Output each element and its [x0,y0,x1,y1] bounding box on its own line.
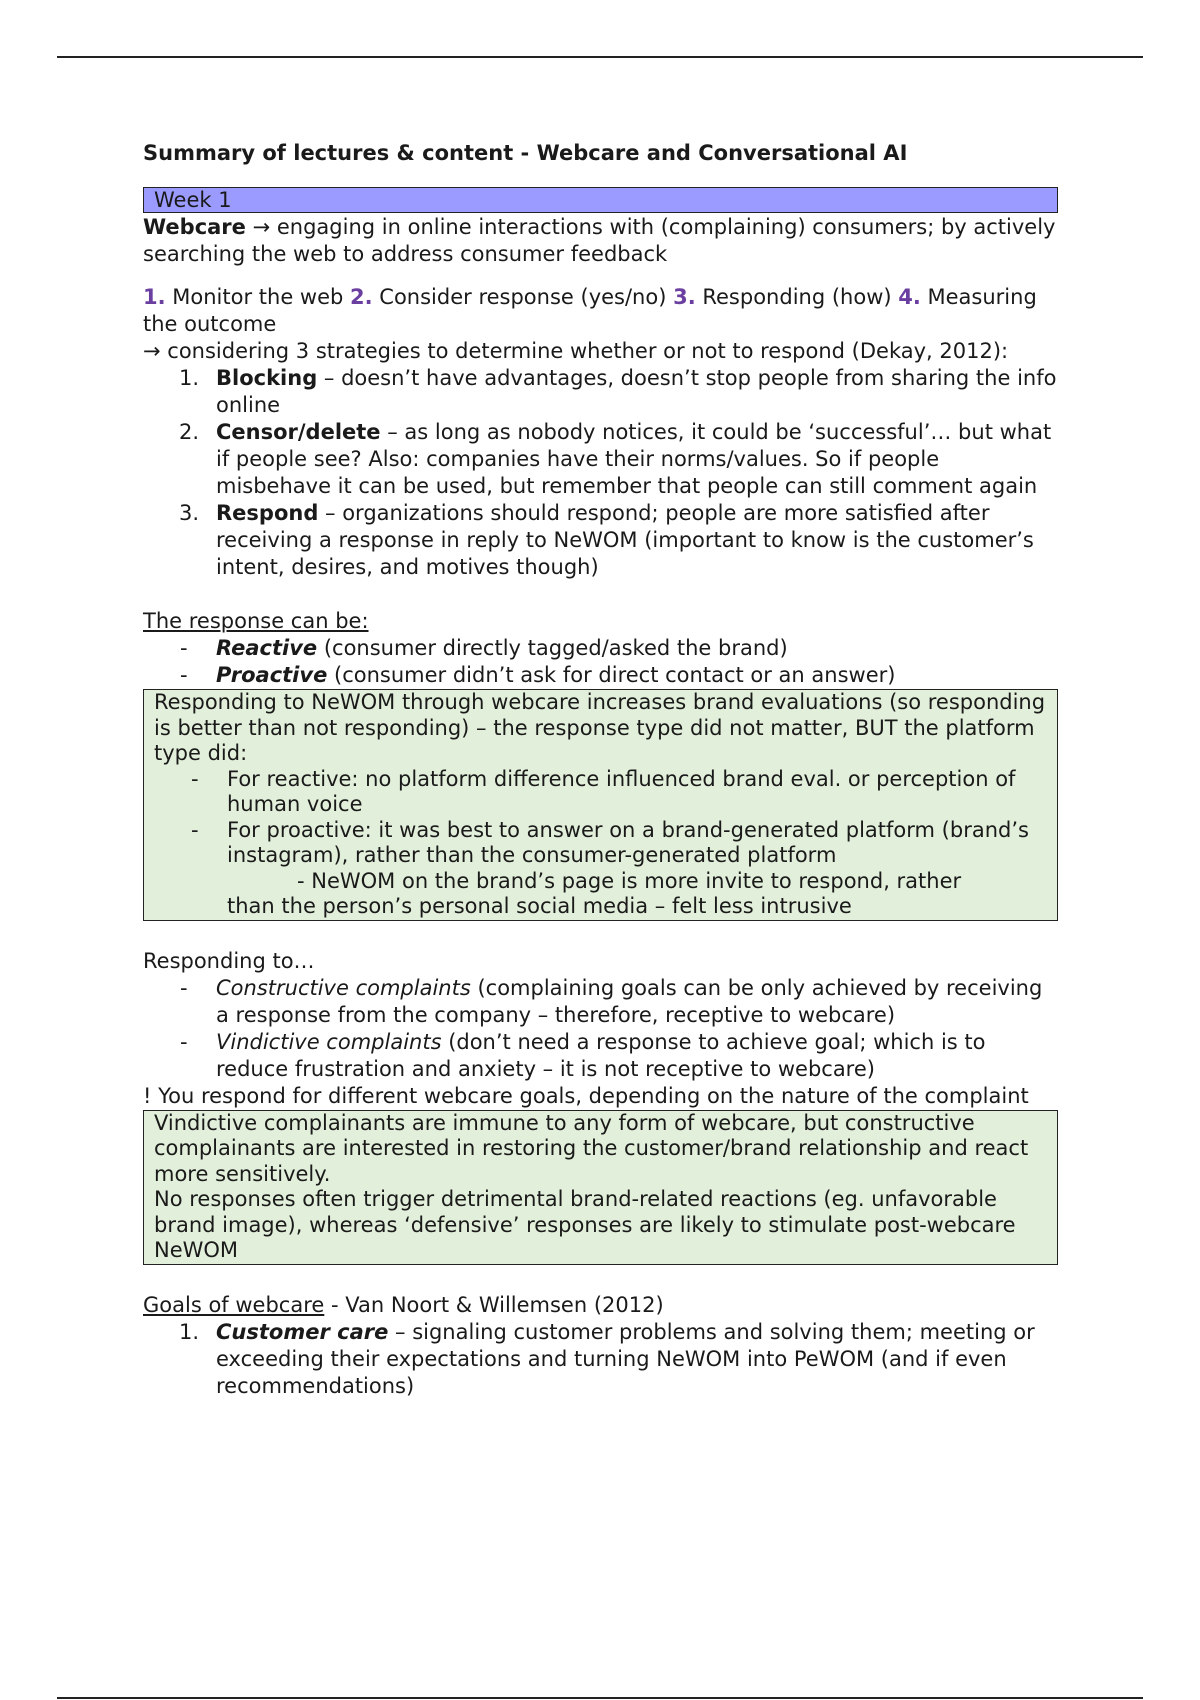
step-number: 4. [898,285,921,309]
list-text: For reactive: no platform difference influenced brand eval. or perception of human voice [227,766,1016,816]
list-number: 1. [179,1319,200,1344]
list-term: Respond [216,501,319,525]
list-term: Constructive complaints [216,975,471,1000]
list-term: Vindictive complaints [216,1029,442,1054]
list-term: Customer care [216,1319,389,1344]
webcare-definition [143,214,1058,268]
week-heading: Week 1 [143,187,1058,213]
box-list [154,767,1047,869]
box-text: Vindictive complainants are immune to any form of webcare, but constructive complainants are interested in restoring the customer/brand relationship and react more sensitively. [154,1110,1029,1186]
list-item: - Vindictive complaints (don’t need a response to achieve goal; which is to reduce frustration and anxiety – it is not receptive to webcare) [180,1029,986,1081]
webcare-definition-text: → engaging in online interactions with (complaining) consumers; by actively searching the web to address consumer feedback [143,215,1056,266]
step-text: Consider response (yes/no) [372,285,674,309]
list-text: (consumer directly tagged/asked the brand) [317,636,788,660]
list-text: (consumer didn’t ask for direct contact or an answer) [327,663,896,687]
list-term: Censor/delete [216,420,381,444]
goals-list [143,1319,1058,1400]
strategies-list [143,365,1058,581]
list-text: (complaining goals can be only achieved by receiving a response from the company – therefore, receptive to webcare) [216,975,1043,1027]
findings-box-complainants [143,1110,1058,1265]
step-text: Monitor the web [165,285,351,309]
list-text: – organizations should respond; people are more satisfied after receiving a response in reply to NeWOM (important to know is the customer’s intent, desires, and motives though) [216,501,1034,579]
page-title: Summary of lectures & content - Webcare and Conversational AI [143,141,908,165]
list-item [143,1319,1058,1400]
list-item [143,365,1058,419]
list-item: - Reactive (consumer directly tagged/asked the brand) [180,636,788,660]
complaints-list [143,975,1058,1083]
list-item [143,500,1058,581]
list-item: - For reactive: no platform difference influenced brand eval. or perception of human voice [191,766,1016,816]
list-item: - Proactive (consumer didn’t ask for direct contact or an answer) [180,663,896,687]
response-heading: The response can be: [143,609,369,633]
step-number: 3. [673,285,696,309]
findings-box-platform [143,689,1058,921]
webcare-term: Webcare [143,215,246,239]
list-text: For proactive: it was best to answer on a brand-generated platform (brand’s instagram), rather than the consumer-generated platform [227,817,1029,867]
list-text: – signaling customer problems and solving them; meeting or exceeding their expectations and turning NeWOM into PeWOM (and if even recommendations) [216,1319,1035,1398]
list-number: 3. [179,501,200,525]
box-text: Responding to NeWOM through webcare increases brand evaluations (so responding is better than not responding) – the response type did not matter, BUT the platform type did: [154,690,1046,765]
list-number: 2. [179,420,200,444]
box-subpoint-cont: than the person’s personal social media – felt less intrusive [227,894,852,918]
list-text: – as long as nobody notices, it could be ‘successful’… but what if people see? Also: companies have their norms/values. So if people misbehave it can be used, but remember that people can still comment again [216,420,1052,498]
process-steps [143,284,1058,338]
list-text: – doesn’t have advantages, doesn’t stop people from sharing the info online [216,366,1057,417]
list-text: (don’t need a response to achieve goal; which is to reduce frustration and anxiety – it is not receptive to webcare) [216,1029,986,1081]
header-rule [57,56,1143,58]
note-text: ! You respond for different webcare goals, depending on the nature of the complaint [143,1083,1029,1108]
document-body [143,140,1058,1400]
list-item [143,419,1058,500]
list-term: Blocking [216,366,318,390]
goals-heading-line [143,1292,1058,1319]
step-number: 2. [350,285,373,309]
responding-heading: Responding to… [143,948,315,973]
list-item: - For proactive: it was best to answer on a brand-generated platform (brand’s instagram), rather than the consumer-generated platform [191,817,1029,867]
step-text: Measuring the outcome [143,285,1037,336]
step-number: 1. [143,285,166,309]
list-term: Proactive [216,663,328,687]
box-text: No responses often trigger detrimental brand-related reactions (eg. unfavorable brand image), whereas ‘defensive’ responses are likely to stimulate post-webcare NeWOM [154,1187,1016,1262]
goals-heading: Goals of webcare [143,1292,325,1317]
response-types-list [143,635,1058,689]
goals-reference: - Van Noort & Willemsen (2012) [324,1292,664,1317]
list-item: - Constructive complaints (complaining goals can be only achieved by receiving a response from the company – therefore, receptive to webcare) [180,975,1043,1027]
footer-rule [57,1697,1143,1699]
list-number: 1. [179,366,200,390]
step-text: Responding (how) [695,285,899,309]
strategies-intro: → considering 3 strategies to determine whether or not to respond (Dekay, 2012): [143,339,1009,363]
list-term: Reactive [216,636,318,660]
box-subpoint: - NeWOM on the brand’s page is more invite to respond, rather [297,868,962,893]
